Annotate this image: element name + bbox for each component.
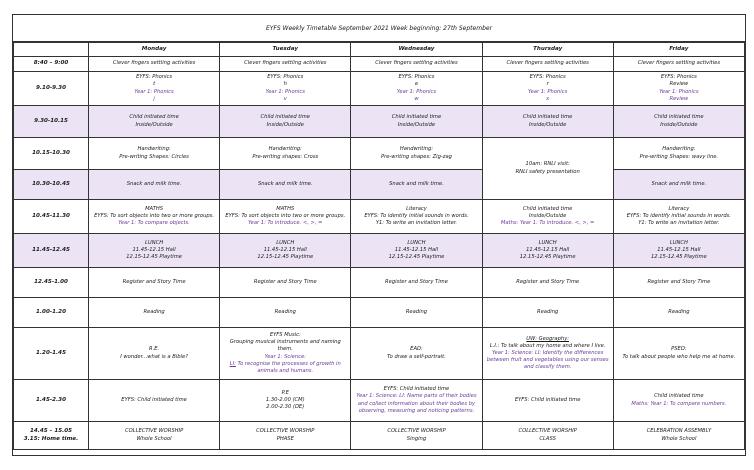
cell-line: LUNCH — [669, 239, 688, 246]
cell-line: 11.45-12.15 Hall — [394, 246, 439, 253]
time-cell: 8:40 – 9:00 — [14, 57, 89, 72]
activity-cell — [220, 106, 351, 138]
header-row — [14, 43, 745, 57]
cell-line: Inside/Outside — [135, 121, 173, 128]
activity-cell — [89, 138, 220, 170]
cell-line: EYFS: Phonics — [267, 74, 304, 81]
cell-line: EYFS: To identify initial sounds in words. — [626, 212, 732, 219]
cell-line: Year 1: Science: — [264, 353, 306, 360]
activity-cell — [220, 138, 351, 170]
cell-line: LUNCH — [276, 239, 295, 246]
activity-cell: Clever fingers settling activities — [613, 57, 744, 72]
table-row — [14, 298, 745, 328]
time-cell: 10.30-10.45 — [14, 170, 89, 200]
cell-line: I wonder...what is a Bible? — [120, 353, 188, 360]
table-row — [14, 234, 745, 268]
activity-cell — [89, 422, 220, 450]
activity-cell — [351, 234, 482, 268]
cell-line: Whole School — [136, 435, 172, 442]
activity-cell: Register and Story Time — [220, 268, 351, 298]
activity-cell — [613, 106, 744, 138]
activity-cell — [482, 328, 613, 380]
cell-line: L.I.: To talk about my home and where I live. — [489, 342, 606, 349]
cell-line: EAD: — [410, 346, 423, 353]
cell-line: PHASE — [276, 435, 294, 442]
table-row — [14, 380, 745, 422]
table-row — [14, 72, 745, 106]
timetable-sheet — [12, 14, 746, 456]
cell-line: Year 1: Phonics — [396, 88, 437, 95]
activity-cell: EYFS: Child initiated time — [482, 380, 613, 422]
time-cell: 9.30-10.15 — [14, 106, 89, 138]
li-label: LI: — [229, 360, 236, 367]
cell-line: UW: Geography: — [526, 335, 570, 342]
activity-cell: Snack and milk time. — [613, 170, 744, 200]
cell-line: 10am: RNLI visit: — [525, 161, 570, 168]
activity-cell — [351, 380, 482, 422]
cell-line: v — [283, 95, 287, 102]
activity-cell — [613, 328, 744, 380]
cell-line: To draw a self-portrait. — [387, 353, 446, 360]
activity-cell — [89, 200, 220, 234]
cell-line: Whole School — [661, 435, 697, 442]
cell-line: Child initiated time — [522, 114, 573, 121]
cell-line — [223, 361, 347, 375]
day-header: Friday — [613, 43, 744, 57]
activity-cell — [351, 422, 482, 450]
cell-line: CELEBRATION ASSEMBLY — [646, 428, 712, 435]
cell-line: PSED: — [671, 346, 687, 353]
activity-cell — [351, 328, 482, 380]
time-cell: 9.10-9.30 — [14, 72, 89, 106]
table-row — [14, 138, 745, 170]
cell-line: Year 1: To introduce. <, >, = — [248, 220, 323, 226]
cell-line: Pre-writing Shapes: wavy line. — [639, 153, 719, 160]
activity-cell — [220, 380, 351, 422]
cell-line: 1.30-2.00 (CM) — [265, 396, 305, 403]
cell-line: Inside/Outside — [266, 121, 304, 128]
activity-cell: EYFS: Child initiated time — [89, 380, 220, 422]
cell-line: Year 1: Phonics — [265, 88, 305, 95]
cell-line: Y1: To write an invitation letter. — [638, 220, 720, 226]
activity-cell — [351, 72, 482, 106]
day-header: Wednesday — [351, 43, 482, 57]
cell-line: Year 1: Science: LI: Name parts of their bodies and collect information about their bodies by observing, measuring and noticing patterns. — [356, 393, 477, 414]
activity-cell: Reading — [220, 298, 351, 328]
cell-line: EYFS: Phonics — [660, 74, 697, 81]
cell-line: Handwriting: — [662, 146, 696, 153]
cell-line: Literacy — [406, 205, 427, 212]
cell-line: EYFS Music: — [269, 332, 301, 339]
cell-line: COLLECTIVE WORSHIP — [256, 428, 315, 435]
cell-line: Handwriting: — [399, 146, 434, 153]
cell-line: 12.15-12.45 Playtime — [650, 254, 707, 260]
cell-line: EYFS: Phonics — [529, 74, 566, 81]
activity-cell — [613, 200, 744, 234]
activity-cell — [89, 234, 220, 268]
cell-line: MATHS — [276, 205, 295, 212]
activity-cell: Reading — [89, 298, 220, 328]
table-row — [14, 328, 745, 380]
cell-line: Pre-writing shapes: Zig-zag — [380, 153, 452, 160]
cell-line: Child initiated time — [260, 114, 310, 121]
time-cell — [14, 422, 89, 450]
time-cell: 11.45-12.45 — [14, 234, 89, 268]
activity-cell — [613, 72, 744, 106]
cell-line: Grouping musical instruments and naming them. — [229, 339, 341, 353]
cell-line: 11.45-12.15 Hall — [263, 246, 307, 253]
activity-cell: Reading — [482, 298, 613, 328]
activity-cell — [220, 72, 351, 106]
timetable-grid — [13, 42, 745, 450]
day-header: Thursday — [482, 43, 613, 57]
cell-line: h — [283, 81, 287, 88]
cell-line: EYFS: To sort objects into two or more groups. — [225, 212, 346, 219]
activity-cell — [220, 234, 351, 268]
cell-line: 12.15-12.45 Playtime — [257, 254, 314, 260]
day-header: Tuesday — [220, 43, 351, 57]
time-cell: 12.45-1.00 — [14, 268, 89, 298]
cell-line: EYFS: Phonics — [398, 74, 435, 81]
cell-line: Pre-writing shapes: Cross — [252, 153, 319, 160]
activity-cell: Clever fingers settling activities — [351, 57, 482, 72]
cell-line: Singing — [406, 435, 427, 442]
time-cell: 10.45-11.30 — [14, 200, 89, 234]
cell-line: COLLECTIVE WORSHIP — [518, 428, 577, 435]
activity-cell: Snack and milk time. — [351, 170, 482, 200]
table-row — [14, 170, 745, 200]
activity-cell: Clever fingers settling activities — [220, 57, 351, 72]
cell-line: Child initiated time — [654, 393, 704, 400]
table-row — [14, 57, 745, 72]
activity-cell — [482, 422, 613, 450]
cell-line: Review — [669, 95, 689, 102]
cell-line: Child initiated time — [654, 114, 704, 121]
activity-cell — [613, 422, 744, 450]
activity-cell: Clever fingers settling activities — [89, 57, 220, 72]
table-row — [14, 268, 745, 298]
time-cell: 1.45-2.30 — [14, 380, 89, 422]
cell-line: Year 1: To compare objects. — [118, 220, 190, 226]
cell-line: 11.45-12.15 Hall — [657, 246, 701, 253]
cell-line: Maths: Year 1: To introduce. <, >, = — [500, 220, 595, 226]
table-row — [14, 200, 745, 234]
cell-line: EYFS: Child initiated time — [383, 386, 450, 393]
cell-line: j — [153, 95, 155, 102]
cell-line: Review — [669, 81, 689, 88]
time-cell: 1.20-1.45 — [14, 328, 89, 380]
cell-line: Pre-writing Shapes: Circles — [119, 153, 189, 160]
activity-cell — [482, 106, 613, 138]
activity-cell — [220, 200, 351, 234]
cell-line: 2.00-2.30 (DE) — [266, 404, 305, 410]
table-row — [14, 422, 745, 450]
activity-cell: Register and Story Time — [351, 268, 482, 298]
cell-line: 11.45-12.15 Hall — [526, 246, 570, 253]
cell-line: Year 1: Phonics — [527, 88, 568, 95]
activity-cell: Register and Story Time — [89, 268, 220, 298]
cell-line: Handwriting: — [137, 146, 171, 153]
cell-line: COLLECTIVE WORSHIP — [124, 428, 184, 435]
cell-line: Handwriting: — [268, 146, 302, 153]
cell-line: MATHS — [145, 205, 164, 212]
activity-cell: Register and Story Time — [613, 268, 744, 298]
activity-cell — [613, 138, 744, 170]
cell-line: LUNCH — [145, 239, 164, 246]
cell-line: Inside/Outside — [397, 121, 436, 128]
cell-line: Maths: Year 1: To compare numbers. — [631, 400, 727, 407]
activity-cell — [482, 200, 613, 234]
cell-line: Inside/Outside — [529, 212, 567, 219]
activity-cell: Reading — [613, 298, 744, 328]
cell-line: t — [153, 81, 156, 88]
cell-line: Child initiated time — [129, 114, 179, 121]
li-text: To recognise the processes of growth in animals and humans. — [237, 360, 341, 374]
cell-line: 11.45-12.15 Hall — [132, 246, 176, 253]
cell-line: Y1: To write an invitation letter. — [375, 220, 458, 226]
cell-line: EYFS: To sort objects into two or more groups. — [94, 212, 215, 219]
activity-cell: Reading — [351, 298, 482, 328]
activity-cell — [482, 234, 613, 268]
cell-line: LUNCH — [538, 239, 557, 246]
corner-cell — [14, 43, 89, 57]
cell-line: x — [546, 95, 550, 102]
cell-line: Child initiated time — [522, 205, 573, 212]
timetable-title: EYFS Weekly Timetable September 2021 Week beginning: 27th September — [13, 15, 745, 42]
cell-line: CLASS — [539, 435, 556, 442]
activity-cell — [482, 138, 613, 200]
cell-line: Year 1: Phonics — [134, 88, 174, 95]
cell-line: 3.15: Home time. — [23, 435, 79, 442]
cell-line: Year 1: Science: LI: Identify the differences between fruit and vegetables using our senses and classify them. — [486, 349, 609, 371]
cell-line: w — [414, 95, 419, 102]
cell-line: To talk about people who help me at home. — [622, 353, 736, 360]
time-cell: 1.00-1.20 — [14, 298, 89, 328]
cell-line: Inside/Outside — [660, 121, 698, 128]
activity-cell — [351, 138, 482, 170]
activity-cell — [89, 106, 220, 138]
cell-line: COLLECTIVE WORSHIP — [387, 428, 446, 435]
activity-cell — [220, 328, 351, 380]
cell-line: EYFS: To identify initial sounds in words. — [364, 212, 469, 219]
time-cell: 10.15-10.30 — [14, 138, 89, 170]
cell-line: Child initiated time — [391, 114, 442, 121]
cell-line: 12.15-12.45 Playtime — [519, 254, 576, 260]
cell-line: RNLI safety presentation — [515, 168, 580, 175]
activity-cell — [220, 422, 351, 450]
cell-line: Literacy — [668, 205, 690, 212]
activity-cell: Snack and milk time. — [89, 170, 220, 200]
table-row — [14, 106, 745, 138]
activity-cell: Snack and milk time. — [220, 170, 351, 200]
cell-line: e — [414, 81, 419, 88]
cell-line: R.E. — [149, 346, 160, 353]
cell-line: 14.45 – 15.05 — [29, 427, 73, 434]
cell-line: 12.15-12.45 Playtime — [126, 254, 182, 260]
activity-cell — [613, 380, 744, 422]
cell-line: 12.15-12.45 Playtime — [388, 254, 445, 260]
activity-cell — [613, 234, 744, 268]
activity-cell — [351, 200, 482, 234]
activity-cell: Register and Story Time — [482, 268, 613, 298]
cell-line: EYFS: Phonics — [136, 74, 173, 81]
cell-line: r — [546, 81, 549, 88]
activity-cell: Clever fingers settling activities — [482, 57, 613, 72]
activity-cell — [482, 72, 613, 106]
cell-line: P.E — [281, 389, 289, 396]
cell-line: LUNCH — [407, 239, 426, 246]
activity-cell — [89, 328, 220, 380]
cell-line: Inside/Outside — [529, 121, 567, 128]
cell-line: Year 1: Phonics — [659, 88, 699, 95]
activity-cell — [351, 106, 482, 138]
activity-cell — [89, 72, 220, 106]
day-header: Monday — [89, 43, 220, 57]
